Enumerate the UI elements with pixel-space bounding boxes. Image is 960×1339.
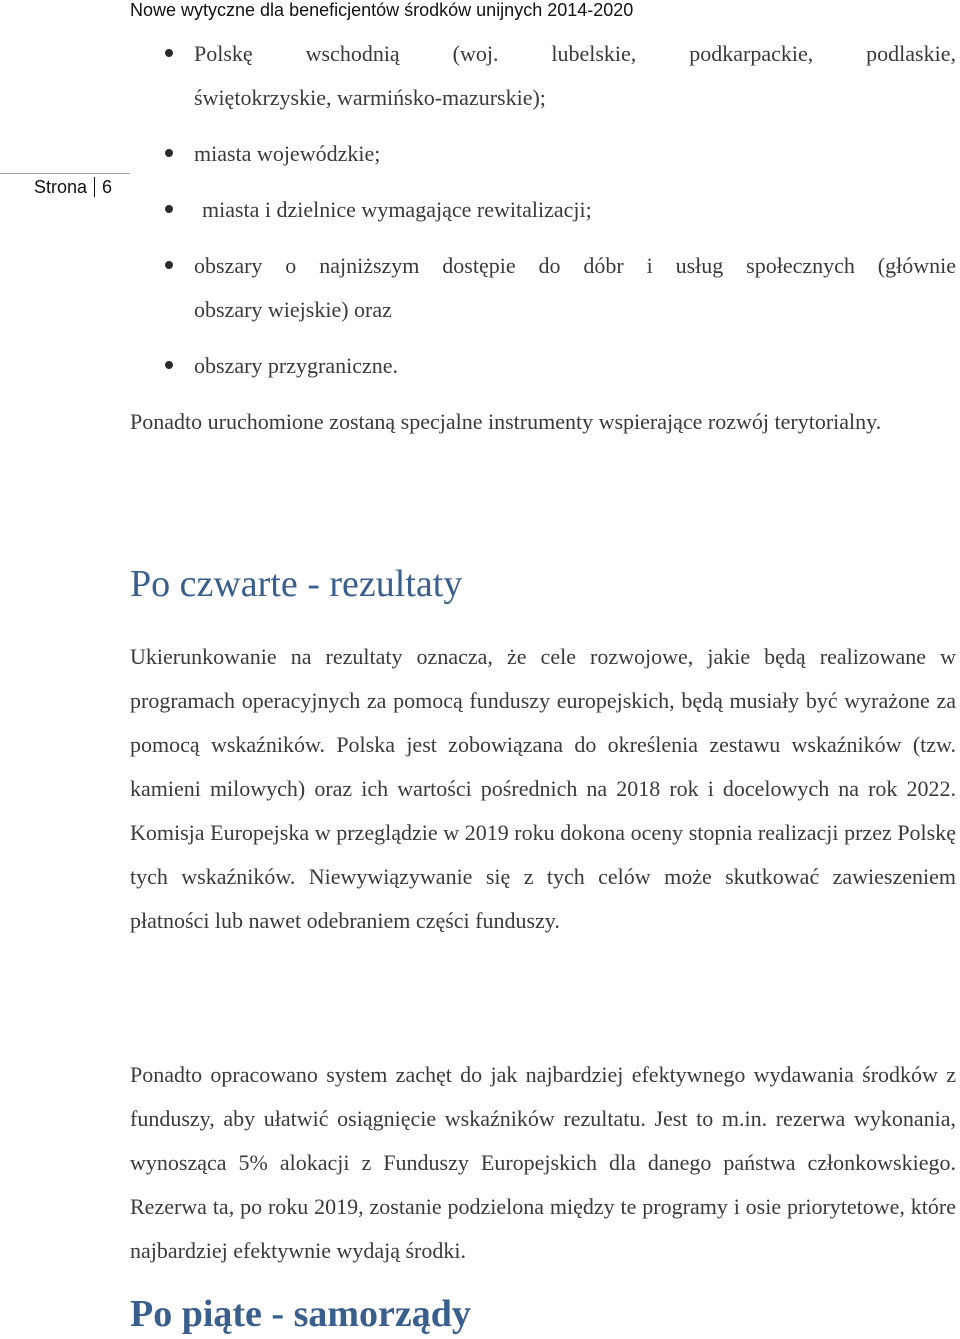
bullet-icon — [165, 49, 173, 57]
section-heading-local-government: Po piąte - samorządy — [130, 1293, 471, 1335]
list-item-line: świętokrzyskie, warmińsko-mazurskie); — [194, 85, 546, 110]
region-bullet-list — [130, 32, 956, 388]
list-item — [130, 344, 956, 388]
page-number — [34, 177, 112, 198]
bullet-icon — [165, 205, 173, 213]
list-item — [130, 244, 956, 332]
list-item-line: miasta wojewódzkie; — [194, 141, 381, 166]
bullet-icon — [165, 361, 173, 369]
list-item-line: obszary przygraniczne. — [194, 353, 399, 378]
incentives-paragraph: Ponadto opracowano system zachęt do jak najbardziej efektywnego wydawania środków z funduszy, aby ułatwić osiągnięcie wskaźników rezultatu. Jest to m.in. rezerwa wykonania, wynosząca 5% alokacji z Funduszy Europejskich dla danego państwa członkowskiego. Rezerwa ta, po roku 2019, zostanie podzielona między te programy i osie priorytetowe, które najbardziej efektywnie wydają środki. — [130, 1062, 956, 1263]
page-label: Strona — [34, 177, 88, 197]
list-item — [130, 132, 956, 176]
intro-paragraph: Ponadto uruchomione zostaną specjalne instrumenty wspierające rozwój terytorialny. — [130, 409, 882, 434]
margin-divider — [0, 173, 130, 174]
results-paragraph: Ukierunkowanie na rezultaty oznacza, że cele rozwojowe, jakie będą realizowane w programach operacyjnych za pomocą funduszy europejskich, będą musiały być wyrażone za pomocą wskaźników. Polska jest zobowiązana do określenia zestawu wskaźników (tzw. kamieni milowych) oraz ich wartości pośrednich na 2018 rok i docelowych na rok 2022. Komisja Europejska w przeglądzie w 2019 roku dokona oceny stopnia realizacji przez Polskę tych wskaźników. Niewywiązywanie się z tych celów może skutkować zawieszeniem płatności lub nawet odebraniem części funduszy. — [130, 644, 956, 933]
bullet-icon — [165, 149, 173, 157]
list-item-line: obszary o najniższym dostępie do dóbr i usług społecznych (głównie — [194, 253, 956, 278]
list-item — [130, 188, 956, 232]
section-heading-results: Po czwarte - rezultaty — [130, 563, 463, 605]
list-item-line: miasta i dzielnice wymagające rewitalizacji; — [202, 197, 592, 222]
page-number-separator — [94, 177, 95, 197]
list-item — [130, 32, 956, 120]
list-item-line: Polskę wschodnią (woj. lubelskie, podkarpackie, podlaskie, — [194, 41, 956, 66]
page-number-value: 6 — [102, 177, 113, 197]
bullet-icon — [165, 261, 173, 269]
running-header: Nowe wytyczne dla beneficjentów środków unijnych 2014-2020 — [130, 0, 634, 20]
list-item-line: obszary wiejskie) oraz — [194, 297, 392, 322]
